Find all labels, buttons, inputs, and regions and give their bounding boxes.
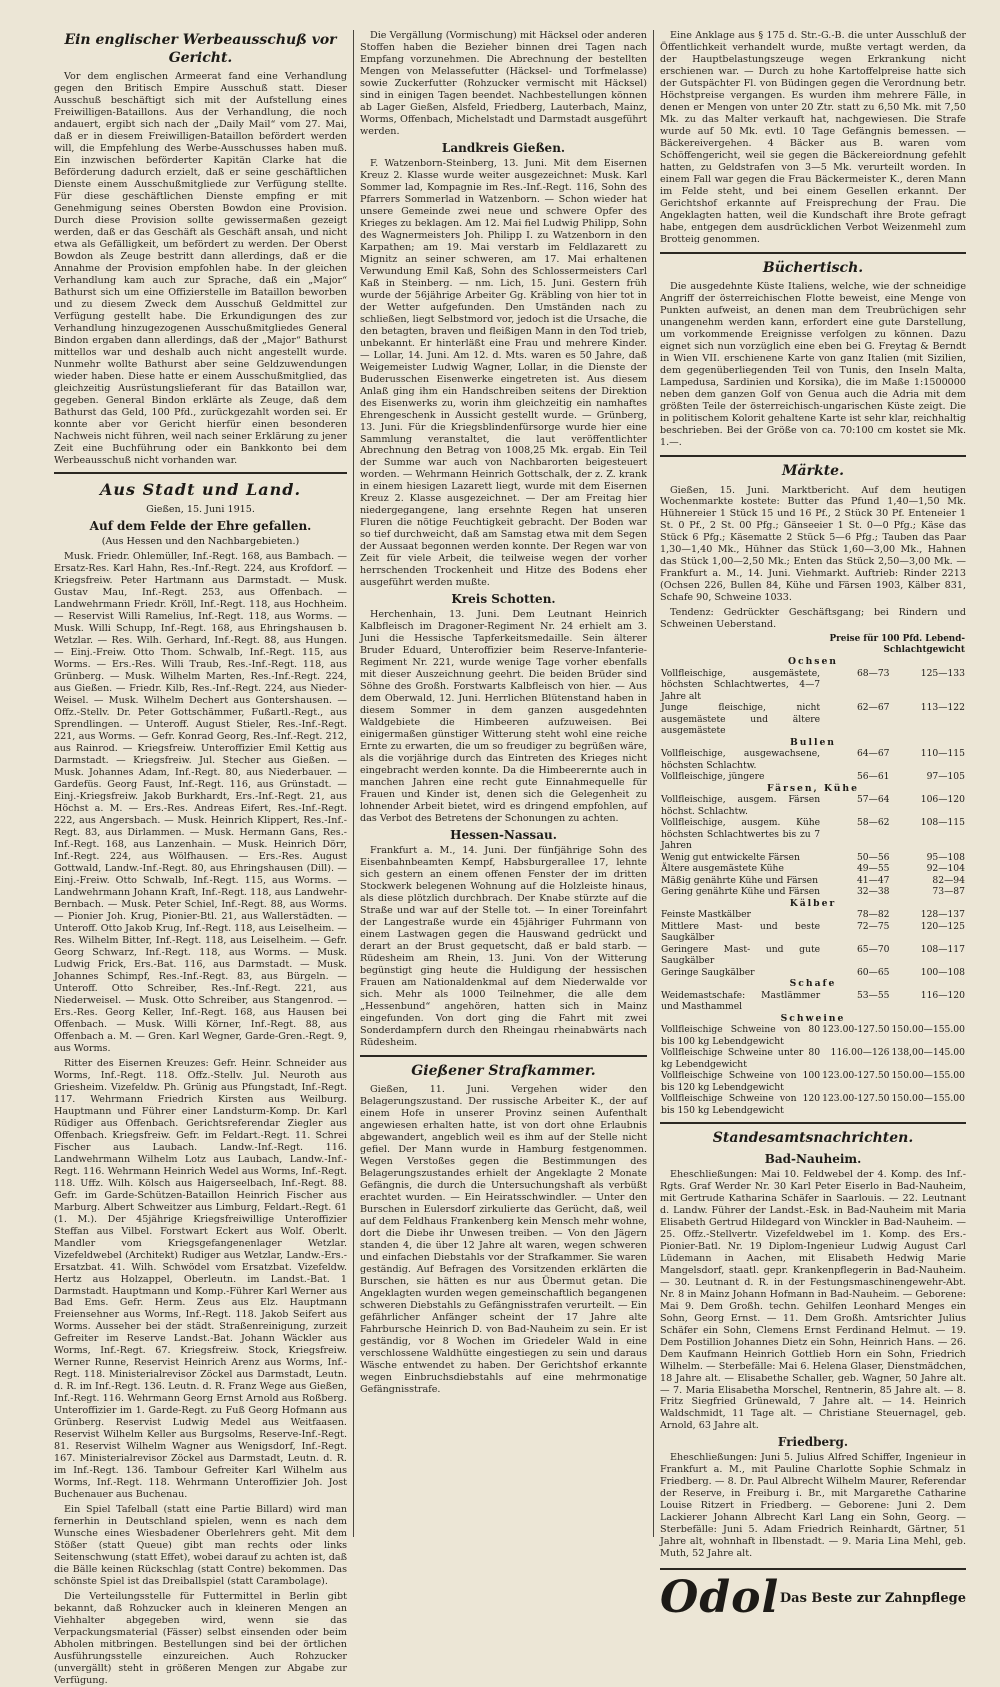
- price-row: [660, 909, 966, 921]
- price-label: Mäßig genährte Kühe und Färsen: [661, 874, 819, 886]
- price-slaughter: 73—87: [932, 886, 965, 898]
- price-slaughter: 110—115: [920, 748, 965, 760]
- price-live: 78—82: [856, 909, 890, 921]
- price-row: [660, 1070, 966, 1093]
- price-live: 116.00—126: [830, 1047, 890, 1059]
- divider: [660, 1122, 966, 1124]
- price-label: Vollfleischige, ausgewachsene, höchsten Schlachtw.: [661, 748, 821, 771]
- price-label: Gering genährte Kühe und Färsen: [661, 886, 821, 898]
- price-label: Mittlere Mast- und beste Saugkälber: [661, 920, 821, 944]
- price-slaughter: 95—108: [926, 851, 965, 863]
- odol-advertisement: [660, 1568, 966, 1624]
- price-label: Vollfleischige, ausgem. Färsen höchst. Schlachtw.: [661, 794, 821, 817]
- price-live: 62—67: [856, 702, 890, 714]
- price-live: 68—73: [856, 667, 890, 679]
- friedberg-title: Friedberg.: [777, 1435, 849, 1450]
- price-slaughter: 150.00—155.00: [891, 1070, 965, 1082]
- heroes-title: Auf dem Felde der Ehre gefallen.: [89, 519, 312, 534]
- price-row: [660, 668, 966, 703]
- price-section-heading: [660, 656, 966, 668]
- price-live: 58—62: [856, 817, 890, 829]
- price-label: Vollfleischige, jüngere: [661, 771, 765, 783]
- price-slaughter: 92—104: [926, 863, 965, 875]
- cattle-price-table: [660, 634, 966, 1116]
- heroes-note: (Aus Hessen und den Nachbargebieten.): [101, 536, 300, 548]
- price-live: 32—38: [856, 886, 890, 898]
- price-row: [660, 863, 966, 875]
- dateline: Gießen, 15. Juni 1915.: [146, 504, 255, 516]
- nauheim-registry: Eheschließungen: Mai 10. Feldwebel der 4. Komp. des Inf.-Rgts. Graf Werder Nr. 30 Karl Peter Eiserlo in Bad-Nauheim, mit Gertrude Katharina Schäfer in Saarlouis. — 22. Leutnant d. Landw. Führer der Landst.-Esk. in Bad-Nauheim mit Maria Elisabeth Gertrud Hildegard von Winckler in Bad-Nauheim. — 25. Offz.-Stellvertr. Vizefeldwebel im 1. Komp. des Ers.-Pionier-Batl. Nr. 19 Diplom-Ingenieur Ludwig August Carl Lüdemann in Aachen, mit Elisabeth Hedwig Marie Mangelsdorf, staatl. gepr. Krankenpflegerin in Bad-Nauheim. — 30. Leutnant d. R. in der Festungsmaschinengewehr-Abt. Nr. 8 in Mainz Johann Hofmann in Bad-Nauheim. — Geborene: Mai 9. Dem Großh. techn. Gehilfen Leonhard Menges ein Sohn, Georg Ernst. — 11. Dem Großh. Amtsrichter Julius Schäfer ein Sohn, Clemens Ernst Ferdinand Helmut. — 19. Dem Postillion Johannes Dietz ein Sohn, Heinrich Hans. — 26. Dem Kaufmann Heinrich Gottlieb Horn ein Sohn, Friedrich Wilhelm. — Sterbefälle: Mai 6. Helena Glaser, Dienstmädchen, 18 Jahre alt. — Elisabethe Schaller, geb. Wagner, 50 Jahre alt. — 7. Maria Elisabetha Morschel, Rentnerin, 85 Jahre alt. — 8. Fritz Siegfried Grünewald, 7 Jahre alt. — 14. Heinrich Waldschmidt, 11 Tage alt. — Christiane Steuernagel, geb. Arnold, 63 Jahre alt.: [660, 1168, 966, 1432]
- county-news: F. Watzenborn-Steinberg, 13. Juni. Mit dem Eisernen Kreuz 2. Klasse wurde weiter ausgezeichnet: Musk. Karl Sommer lad, Kompagnie im Res.-Inf.-Regt. 116, Sohn des Pfarrers Sommerlad in Watzenborn. — Schon wieder hat unsere Gemeinde zwei neue und schwere Opfer des Krieges zu beklagen. Am 12. Mai fiel Ludwig Philipp, Sohn des Wagnermeisters Joh. Philipp I. zu Watzenborn in den Karpathen; am 19. Mai verstarb im Feldlazarett zu Mignitz an seiner schweren, am 17. Mai erhaltenen Verwundung Emil Kaß, Sohn des Schlossermeisters Carl Kaß in Steinberg. — nm. Lich, 15. Juni. Gestern früh wurde der 56jährige Arbeiter Gg. Kräbling von hier tot in der Wetter aufgefunden. Den Umständen nach zu schließen, liegt Selbstmord vor, jedoch ist die Ursache, die den betagten, braven und fleißigen Mann in den Tod trieb, unbekannt. Er hinterläßt eine Frau und mehrere Kinder. — Lollar, 14. Juni. Am 12. d. Mts. waren es 50 Jahre, daß Weigemeister Ludwig Wagner, Lollar, in die Dienste der Buderusschen Eisenwerke eingetreten ist. Aus diesem Anlaß ging ihm ein Handschreiben seitens der Direktion des Eisenwerks zu, worin ihm gleichzeitig ein namhaftes Ehrengeschenk in Aussicht gestellt wurde. — Grünberg, 13. Juni. Für die Kriegsblindenfürsorge wurde hier eine Sammlung veranstaltet, die laut veröffentlichter Abrechnung den Betrag von 1008,25 Mk. ergab. Ein Teil der Summe war auch von Nachbarorten beigesteuert worden. — Wehrmann Heinrich Gottschalk, der z. Z. krank in einem hiesigen Lazarett liegt, wurde mit dem Eisernen Kreuz 2. Klasse ausgezeichnet. — Der am Freitag hier niedergegangene, lang ersehnte Regen hat unseren Fluren die nötige Feuchtigkeit gebracht. Der Boden war so tief durchweicht, daß am Samstag etwa mit dem Segen der Aussaat begonnen werden konnte. Der Regen war von Zeit für viele Arbeit, die teilweise wegen der vorher herrschenden Trockenheit und Hitze des Bodens eher ausgeführt werden mußte.: [360, 157, 647, 589]
- schotten-title: Kreis Schotten.: [451, 592, 556, 607]
- price-live: 123.00-127.50: [822, 1024, 890, 1036]
- price-row: [660, 1093, 966, 1116]
- price-label: Junge fleischige, nicht ausgemästete und ältere ausgemästete: [661, 702, 821, 737]
- price-row: [660, 886, 966, 898]
- books-text: Die ausgedehnte Küste Italiens, welche, wie der schneidige Angriff der österreichischen Flotte beweist, eine Menge von Punkten aufweist, an denen man dem Treubrüchigen sehr unangenehm werden kann, erfordert eine gute Darstellung, um vorkommende Ereignisse verfolgen zu können. Dazu eignet sich nun vorzüglich eine eben bei G. Freytag & Berndt in Wien VII. erschienene Karte von ganz Italien (mit Sizilien, dem gegenüberliegenden Teil von Tunis, den Inseln Malta, Lampedusa, Sardinien und Korsika), die im Maße 1:1500000 neben dem ganzen Golf von Genua auch die Adria mit dem größten Teile der österreichisch-ungarischen Küste zeigt. Die in politischem Kolorit gehaltene Karte ist sehr klar, reichhaltig beschrieben. Bei der Größe von ca. 70:100 cm kostet sie Mk. 1.—.: [660, 281, 966, 449]
- court-continued: Eine Anklage aus § 175 d. Str.-G.-B. die unter Ausschluß der Öffentlichkeit verhandelt wurde, mußte vertagt werden, da der Hauptbelastungszeuge wegen Erkrankung nicht erschienen war. — Durch zu hohe Kartoffelpreise hatte sich der Gutspächter Fl. von Büdingen gegen die Verordnung betr. Höchstpreise vergangen. Es wurden ihm mehrere Fälle, in denen er Mengen von unter 20 Ztr. statt zu 6,50 Mk. mit 7,50 Mk. zu das Malter verkauft hat, nachgewiesen. Die Strafe wurde auf 50 Mk. evtl. 10 Tage Gefängnis bemessen. — Bäckereivergehen. 4 Bäcker aus B. waren vom Schöffengericht, weil sie gegen die Bäckereiordnung gefehlt hatten, zu Geldstrafen von 3—5 Mk. verurteilt worden. In einem Fall war gegen die Frau Bäckermeister K., deren Mann im Felde steht, und bei einem Gesellen erkannt. Der Gerichtshof erkannte auf Freisprechung der Frau. Die Angeklagten hatten, weil die Kundschaft ihre Brote gefragt habe, entgegen dem ausdrücklichen Verbot Weizenmehl zum Brotteig genommen.: [660, 30, 966, 245]
- price-live: 123.00-127.50: [822, 1070, 890, 1082]
- market-note: Tendenz: Gedrückter Geschäftsgang; bei Rindern und Schweinen Ueberstand.: [660, 607, 966, 631]
- price-live: 53—55: [856, 989, 890, 1001]
- price-slaughter: 116—120: [920, 989, 965, 1001]
- market-text: Gießen, 15. Juni. Marktbericht. Auf dem heutigen Wochenmarkte kostete: Butter das Pfund 1,40—1,50 Mk. Hühnereier 1 Stück 15 und 16 Pf., 2 Stück 30 Pf. Enteneier 1 St. 0 Pf., 2 St. 00 Pfg.; Gänseeier 1 St. 0—0 Pfg.; Käse das Stück 6 Pfg.; Käsematte 2 Stück 5—6 Pfg.; Tauben das Paar 1,30—1,40 Mk., Hühner das Stück 1,60—3,00 Mk., Hahnen das Stück 1,00—2,50 Mk.; Enten das Stück 2,50—3,00 Mk. — Frankfurt a. M., 14. Juni. Viehmarkt. Auftrieb: Rinder 2213 (Ochsen 226, Bullen 84, Kühe und Färsen 1903, Kälber 831, Schafe 90, Schweine 1033.: [660, 484, 966, 604]
- billiards-notice: Ein Spiel Tafelball (statt eine Partie Billard) wird man fernerhin in Deutschland spielen, wenn es nach dem Wunsche eines Wiesbadener Oberlehrers geht. Mit dem Stößer (statt Queue) gibt man rechts oder links Seitenschwung (statt Effet), wobei darauf zu achten ist, daß die Bälle keinen Rückschlag (statt Contre) bekommen. Das schönste Spiel ist das Dreiballspiel (statt Carambolage).: [54, 1504, 347, 1588]
- article-title-werbeausschuss: Ein englischer Werbeausschuß vor Gericht.: [64, 32, 337, 66]
- section-title-stadt-und-land: Aus Stadt und Land.: [99, 480, 302, 500]
- price-label: Feinste Mastkälber: [661, 909, 751, 921]
- price-slaughter: 150.00—155.00: [891, 1093, 965, 1105]
- price-row: [660, 794, 966, 817]
- price-live: 57—64: [856, 794, 890, 806]
- court-title: Gießener Strafkammer.: [411, 1062, 596, 1079]
- odol-logo: Odol: [660, 1572, 780, 1624]
- price-live: 72—75: [856, 920, 890, 932]
- court-news: Gießen, 11. Juni. Vergehen wider den Belagerungszustand. Der russische Arbeiter K., der auf einem Hofe in unserer Provinz seinen Aufenthalt angewiesen erhalten hatte, ist von dort ohne Erlaubnis abgewandert, angeblich weil es ihm auf der Stelle nicht gefiel. Der Mann wurde in Hamburg festgenommen. Wegen Verstoßes gegen die Bestimmungen des Belagerungszustandes erhielt der Angeklagte 2 Monate Gefängnis, die durch die Untersuchungshaft als verbüßt erachtet wurden. — Ein Heiratsschwindler. — Unter den Burschen in Eulersdorf zirkulierte das Gerücht, daß, weil auf dem Feldhaus Frankenberg kein Mensch mehr wohne, dort die Diebe ihr Unwesen treiben. — Von den Jägern standen 4, die über 12 Jahre alt waren, wegen schweren und einfachen Diebstahls vor der Strafkammer. Sie waren geständig. Auf Befragen des Vorsitzenden erklärten die Burschen, sie hätten es nur aus Übermut getan. Die Angeklagten wurden wegen gemeinschaftlich begangenen schweren Diebstahls zu Gefängnisstrafen verurteilt. — Ein gefährlicher Anfänger scheint der 17 Jahre alte Fahrbursche Heinrich D. von Bad-Nauheim zu sein. Er ist geständig, vor 8 Wochen im Griedeler Wald in eine verschlossene Waldhütte eingestiegen zu sein und daraus Wäsche entwendet zu haben. Der Gerichtshof erkannte wegen Einbruchsdiebstahls auf eine mehrmonatige Gefängnisstrafe.: [360, 1084, 647, 1395]
- price-row: [660, 1047, 966, 1070]
- iron-cross-list: Ritter des Eisernen Kreuzes: Gefr. Heinr. Schneider aus Worms, Inf.-Regt. 118. Offz.-Stellv. Jul. Neuroth aus Griesheim. Vizefeldw. Ph. Grünig aus Pfungstadt, Inf.-Regt. 117. Wehrmann Friedrich Kirsten aus Weilburg. Hauptmann und Führer einer Landsturm-Komp. Dr. Karl Rüdiger aus Offenbach. Gerichtsreferendar Ziegler aus Offenbach. Kriegsfreiw. Gefr. im Feldart.-Regt. 11. Schrei Fischer aus Laubach. Landw.-Inf.-Regt. 116. Landwehrmann Wilhelm Lotz aus Laubach, Landw.-Inf.-Regt. 116. Wehrmann Heinrich Wedel aus Worms, Inf.-Regt. 118. Uffz. Wilh. Kölsch aus Haigerseelbach, Inf.-Regt. 88. Gefr. im Garde-Schützen-Bataillon Heinrich Fischer aus Marburg. Albert Schweitzer aus Limburg, Feldart.-Regt. 61 (1. M.). Der 45jährige Kriegsfreiwillige Unteroffizier Steffan aus Vilbel. Forstwart Eckert aus Wolf. Oberlt. Mandler vom Kriegsgefangenenlager Wetzlar. Vizefeldwebel (Architekt) Rudiger aus Wetzlar, Landw.-Ers.-Ersatzbat. 41. Wilh. Schwödel vom Ersatzbat. Vizefeldw. Hertz aus Holzappel, Oberleutn. im Landst.-Bat. 1 Darmstadt. Hauptmann und Komp.-Führer Karl Werner aus Bad Ems. Gefr. Herm. Zeus aus Elz. Hauptmann Freiensehner aus Worms, Inf.-Regt. 118. Jakob Seifert aus Worms. Ausseher bei der städt. Straßenreinigung, zurzeit Gefreiter im Reserve Landst.-Bat. Johann Wäckler aus Worms, Inf.-Regt. 67. Kriegsfreiw. Stock, Kriegsfreiw. Werner Runne, Reservist Heinrich Arenz aus Worms, Inf.-Regt. 118. Ministerialrevisor Zöckel aus Darmstadt, Leutn. d. R. im Inf.-Regt. 136. Leutn. d. R. Franz Wege aus Gießen, Inf.-Regt. 116. Wehrmann Georg Ernst Arnold aus Roßberg. Unteroffizier im 1. Garde-Regt. zu Fuß Georg Hofmann aus Grünberg. Reservist Ludwig Medel aus Weitfaasen. Reservist Wilhelm Keller aus Burgsolms, Reserve-Inf.-Regt. 81. Reservist Wilhelm Wagner aus Wenigsdorf, Inf.-Regt. 167. Ministerialrevisor Zöckel aus Darmstadt, Leutn. d. R. im Inf.-Regt. 136. Tambour Gefreiter Karl Wilhelm aus Worms, Inf.-Regt. 118. Wehrmann Unteroffizier Joh. Jost Buchenauer aus Buchenau.: [54, 1057, 347, 1501]
- feed-continued: Die Vergällung (Vormischung) mit Häcksel oder anderen Stoffen haben die Bezieher binnen drei Tagen nach Empfang vorzunehmen. Die Abrechnung der bestellten Mengen von Melassefutter (Häcksel- und Torfmelasse) sowie Zuckerfutter (Rohzucker vermischt mit Häcksel) sind in einigen Tagen beendet. Nachbestellungen können ab Lager Gießen, Alsfeld, Friedberg, Lauterbach, Mainz, Worms, Offenbach, Michelstadt und Darmstadt ausgeführt werden.: [360, 30, 647, 137]
- price-label: Vollfleischige Schweine unter 80 kg Lebendgewicht: [661, 1047, 821, 1070]
- price-row: [660, 967, 966, 979]
- price-slaughter: 106—120: [920, 794, 965, 806]
- county-title: Landkreis Gießen.: [441, 140, 566, 155]
- feed-notice: Die Verteilungsstelle für Futtermittel in Berlin gibt bekannt, daß Rohzucker auch in kleineren Mengen an Viehhalter abgegeben wird, wenn sie das Verpackungsmaterial (Fässer) selbst einsenden oder beim Abholen mitbringen. Bestellungen sind bei der örtlichen Ausführungsstelle einzureichen. Auch Rohzucker (unvergällt) steht in größeren Mengen zur Abgabe zur Verfügung.: [54, 1591, 347, 1686]
- price-slaughter: 150.00—155.00: [891, 1024, 965, 1036]
- price-slaughter: 108—117: [920, 943, 965, 955]
- article-text-werbeausschuss: Vor dem englischen Armeerat fand eine Verhandlung gegen den Britisch Empire Ausschuß statt. Dieser Ausschuß beschäftigt sich mit der Aufstellung eines Freiwilligen-Bataillons. Aus der Verhandlung, die noch andauert, ergibt sich nach der „Daily Mail“ vom 27. Mai, daß er in diesem Freiwilligen-Bataillon befördert werden will, die Empfehlung des Werbe-Ausschusses haben muß. Ein inzwischen beförderter Kapitän Clarke hat die Beförderung dadurch erzielt, daß er seine geschäftlichen Dienste einem Ausschußmitgliede zur Verfügung stellte. Für diese geschäftlichen Dienste empfing er mit Genehmigung seines Obersten Bowdon eine Provision. Durch diese Provision sollte gewissermaßen gezeigt werden, daß er das Geschäft als Geschäft ansah, und nicht etwa als Gefälligkeit, um befördert zu werden. Der Oberst Bowdon als Zeuge bestritt dann allerdings, daß er die Annahme der Provision empfohlen habe. In der gleichen Verhandlung kam auch zur Sprache, daß ein „Major“ Bathurst sich um eine Offizierstelle im Bataillon beworben und zu diesem Zweck dem Ausschuß Geldmittel zur Verfügung gestellt habe. Die Erkundigungen des zur Verhandlung hinzugezogenen Ausschußmitgliedes General Bindon ergaben dann allerdings, daß der „Major“ Bathurst mittellos war und deshalb auch nicht angestellt wurde. Nunmehr wollte Bathurst aber seine Geldzuwendungen wieder haben. Diese hatte er einem Ausschußmitglied, das gleichzeitig Ausrüstungslieferant für das Bataillon war, gegeben. General Bindon erklärte als Zeuge, daß dem Bathurst das Geld, 100 Pfd., zurückgezahlt worden sei. Er konnte aber vor Gericht hierfür einen besonderen Nachweis nicht führen, weil nach seiner Erklärung zu jener Zeit eine Buchführung oder ein Bankkonto bei dem Werbeausschuß nicht vorhanden war.: [54, 71, 347, 466]
- divider: [360, 1055, 647, 1057]
- price-section-heading: [660, 1013, 966, 1025]
- price-row: [660, 875, 966, 887]
- price-live: 64—67: [856, 748, 890, 760]
- price-row: [660, 748, 966, 771]
- price-label: Vollfleischige, ausgem. Kühe höchsten Schlachtwertes bis zu 7 Jahren: [661, 817, 821, 852]
- price-section-label: Färsen, Kühe: [767, 782, 859, 794]
- divider: [54, 472, 347, 474]
- price-label: Weidemastschafe: Mastlämmer und Masthammel: [661, 989, 821, 1013]
- odol-slogan: Das Beste zur Zahnpflege: [779, 1590, 966, 1606]
- price-row: [660, 771, 966, 783]
- price-row: [660, 817, 966, 852]
- price-slaughter: 128—137: [920, 909, 965, 921]
- price-label: Ältere ausgemästete Kühe: [661, 863, 784, 875]
- price-section-label: Kälber: [789, 897, 837, 909]
- price-live: 60—65: [856, 966, 890, 978]
- price-section-heading: [660, 737, 966, 749]
- divider: [660, 252, 966, 254]
- price-section-heading: [660, 978, 966, 990]
- price-row: [660, 990, 966, 1013]
- price-slaughter: 125—133: [920, 667, 965, 679]
- market-title: Märkte.: [782, 463, 844, 479]
- schotten-news: Herchenhain, 13. Juni. Dem Leutnant Heinrich Kalbfleisch im Dragoner-Regiment Nr. 24 erhielt am 3. Juni die Hessische Tapferkeitsmedaille. Sein älterer Bruder Eduard, Unteroffizier beim Reserve-Infanterie-Regiment Nr. 221, wurde wenige Tage vorher ebenfalls mit dieser Auszeichnung geehrt. Die beiden Brüder sind Söhne des Großh. Forstwarts Kalbfleisch von hier. — Aus dem Oberwald, 12. Juni. Herrlichen Blütenstand haben in diesem Sommer in dem ganzen ausgedehnten Waldgebiete die Himbeeren aufzuweisen. Bei einigermaßen günstiger Witterung steht wohl eine reiche Ernte zu erwarten, die um so freudiger zu begrüßen wäre, als die vorjährige durch das Eintreten des Krieges nicht eingebracht werden konnte. Da die Himbeerernte auch in manchen Jahren eine recht gute Einnahmequelle für Frauen und Kinder ist, denen sich die Gelegenheit zu lohnender Arbeit bietet, wird es dringend empfohlen, auf das Verbot des Betretens der Schonungen zu achten.: [360, 609, 647, 825]
- friedberg-registry: Eheschließungen: Juni 5. Julius Alfred Schiffer, Ingenieur in Frankfurt a. M., mit Pauline Charlotte Sophie Schmalz in Friedberg. — 8. Dr. Paul Albrecht Wilhelm Maurer, Referendar der Reserve, in Freiburg i. Br., mit Margarethe Catharine Louise Ritzert in Friedberg. — Geborene: Juni 2. Dem Lackierer Johann Albrecht Karl Lang ein Sohn, Georg. — Sterbefälle: Juni 5. Adam Friedrich Reinhardt, Gärtner, 51 Jahre alt, wohnhaft in Ilbenstadt. — 9. Maria Lina Mehl, geb. Muth, 52 Jahre alt.: [660, 1452, 966, 1560]
- heroes-list: Musk. Friedr. Ohlemüller, Inf.-Regt. 168, aus Bambach. — Ersatz-Res. Karl Hahn, Res.-Inf.-Regt. 224, aus Krofdorf. — Kriegsfreiw. Peter Hartmann aus Darmstadt. — Musk. Gustav Mau, Inf.-Regt. 253, aus Offenbach. — Landwehrmann Friedr. Kröll, Inf.-Regt. 118, aus Hochheim. — Reservist Willi Ramelius, Inf.-Regt. 118, aus Worms. — Musk. Willi Schupp, Inf.-Regt. 168, aus Ehringshausen b. Wetzlar. — Res. Wilh. Gerhard, Inf.-Regt. 88, aus Hungen. — Einj.-Freiw. Otto Thom. Schwalb, Inf.-Regt. 115, aus Worms. — Ers.-Res. Willi Traub, Res.-Inf.-Regt. 118, aus Grünberg. — Musk. Wilhelm Marten, Res.-Inf.-Regt. 224, aus Gießen. — Friedr. Kilb, Res.-Inf.-Regt. 224, aus Nieder-Weisel. — Musk. Wilhelm Dechert aus Gontershausen. — Offz.-Stellv. Dr. Peter Gottschämmer, Fußartl.-Regt., aus Sprendlingen. — Unteroff. August Stieler, Res.-Inf.-Regt. 221, aus Worms. — Gefr. Konrad Georg, Res.-Inf.-Regt. 212, aus Rainrod. — Kriegsfreiw. Unteroffizier Emil Kettig aus Darmstadt. — Kriegsfreiw. Jul. Stecher aus Gießen. — Musk. Johannes Adam, Inf.-Regt. 80, aus Niederbauer. — Gardefüs. Georg Faust, Inf.-Regt. 116, aus Grünstadt. — Einj.-Kriegsfreiw. Jakob Burkhardt, Ers.-Inf.-Regt. 21, aus Höchst a. M. — Ers.-Res. Andreas Eifert, Res.-Inf.-Regt. 222, aus Angersbach. — Musk. Heinrich Klippert, Res.-Inf.-Regt. 83, aus Dirlammen. — Musk. Hermann Gans, Res.-Inf.-Regt. 168, aus Lanzenhain. — Musk. Heinrich Dörr, Inf.-Regt. 224, aus Wölfhausen. — Ers.-Res. August Gottwald, Landw.-Inf.-Regt. 80, aus Ehringshausen (Dill). — Einj.-Freiw. Otto Schwalb, Inf.-Regt. 115, aus Worms. — Landwehrmann Johann Kraft, Inf.-Regt. 118, aus Landwehr-Bernbach. — Musk. Peter Schiel, Inf.-Regt. 88, aus Worms. — Pionier Joh. Krug, Pionier-Btl. 21, aus Wallerstädten. — Unteroff. Otto Jakob Krug, Inf.-Regt. 118, aus Leiselheim. — Res. Wilhelm Bitter, Inf.-Regt. 118, aus Leiselheim. — Gefr. Georg Schwarz, Inf.-Regt. 118, aus Worms. — Musk. Ludwig Frick, Ers.-Bat. 116, aus Darmstadt. — Musk. Johannes Schimpf, Res.-Inf.-Regt. 83, aus Bürgeln. — Unteroff. Otto Schreiber, Res.-Inf.-Regt. 221, aus Niederweisel. — Musk. Otto Schreiber, aus Stangenrod. — Ers.-Res. Georg Keller, Inf.-Regt. 168, aus Hausen bei Offenbach. — Musk. Willi Körner, Inf.-Regt. 88, aus Offenbach a. M. — Gren. Karl Wegner, Garde-Gren.-Regt. 9, aus Worms.: [54, 551, 347, 1054]
- price-live: 123.00-127.50: [822, 1093, 890, 1105]
- column-right: [654, 30, 972, 1624]
- price-row: [660, 852, 966, 864]
- books-title: Büchertisch.: [762, 259, 864, 276]
- column-left: [48, 30, 354, 1686]
- price-label: Vollfleischige Schweine von 80 bis 100 kg Lebendgewicht: [661, 1024, 821, 1047]
- price-slaughter: 97—105: [926, 771, 965, 783]
- hesse-title: Hessen-Nassau.: [450, 828, 557, 843]
- price-section-label: Schweine: [780, 1012, 846, 1024]
- price-live: 41—47: [856, 874, 890, 886]
- nauheim-title: Bad-Nauheim.: [764, 1151, 862, 1166]
- price-section-label: Schafe: [789, 978, 837, 990]
- price-section-heading: [660, 783, 966, 795]
- price-live: 50—56: [856, 851, 890, 863]
- price-slaughter: 113—122: [920, 702, 965, 714]
- price-label: Vollfleischige, ausgemästete, höchsten Schlachtwertes, 4—7 Jahre alt: [661, 667, 821, 702]
- price-live: 65—70: [856, 943, 890, 955]
- price-section-label: Bullen: [790, 736, 836, 748]
- price-row: [660, 1024, 966, 1047]
- price-label: Geringe Saugkälber: [661, 966, 755, 978]
- price-slaughter: 108—115: [920, 817, 965, 829]
- divider: [660, 455, 966, 457]
- hesse-news: Frankfurt a. M., 14. Juni. Der fünfjährige Sohn des Eisenbahnbeamten Kempf, Habsburgerallee 17, lehnte sich gestern an einem offenen Fenster der im dritten Stockwerk belegenen Wohnung auf die Holzleiste hinaus, als diese plötzlich durchbrach. Der Knabe stürzte auf die Straße und war auf der Stelle tot. — In einer Toreinfahrt der Langestraße wurde ein 45jähriger Fuhrmann von einem Lastwagen gegen die Hauswand gedrückt und derart an der Brust gequetscht, daß er bald starb. — Rüdesheim am Rhein, 13. Juni. Von der Witterung begünstigt ging heute die Huldigung der hessischen Frauen am Nationaldenkmal auf dem Niederwalde vor sich. Mehr als 1000 Teilnehmer, die alle dem „Hessenbund“ angehören, hatten sich in Mainz eingefunden. Von dort ging die Fahrt mit zwei Sonderdampfern durch den Rheingau rheinabwärts nach Rüdesheim.: [360, 845, 647, 1048]
- column-middle: [354, 30, 654, 1537]
- price-slaughter: 120—125: [920, 920, 965, 932]
- price-live: 56—61: [856, 771, 890, 783]
- price-slaughter: 82—94: [932, 874, 965, 886]
- price-header: Preise für 100 Pfd. Lebend- Schlachtgewicht: [829, 634, 965, 656]
- price-label: Vollfleischige Schweine von 100 bis 120 kg Lebendgewicht: [661, 1070, 821, 1093]
- price-slaughter: 138,00—145.00: [891, 1047, 965, 1059]
- price-row: [660, 702, 966, 737]
- price-label: Wenig gut entwickelte Färsen: [661, 851, 800, 863]
- price-section-heading: [660, 898, 966, 910]
- price-live: 49—55: [856, 863, 890, 875]
- price-slaughter: 100—108: [920, 966, 965, 978]
- price-row: [660, 944, 966, 967]
- price-section-label: Ochsen: [788, 656, 838, 668]
- price-label: Geringere Mast- und gute Saugkälber: [661, 943, 821, 967]
- price-label: Vollfleischige Schweine von 120 bis 150 kg Lebendgewicht: [661, 1093, 821, 1116]
- price-row: [660, 921, 966, 944]
- registry-title: Standesamtsnachrichten.: [712, 1130, 914, 1147]
